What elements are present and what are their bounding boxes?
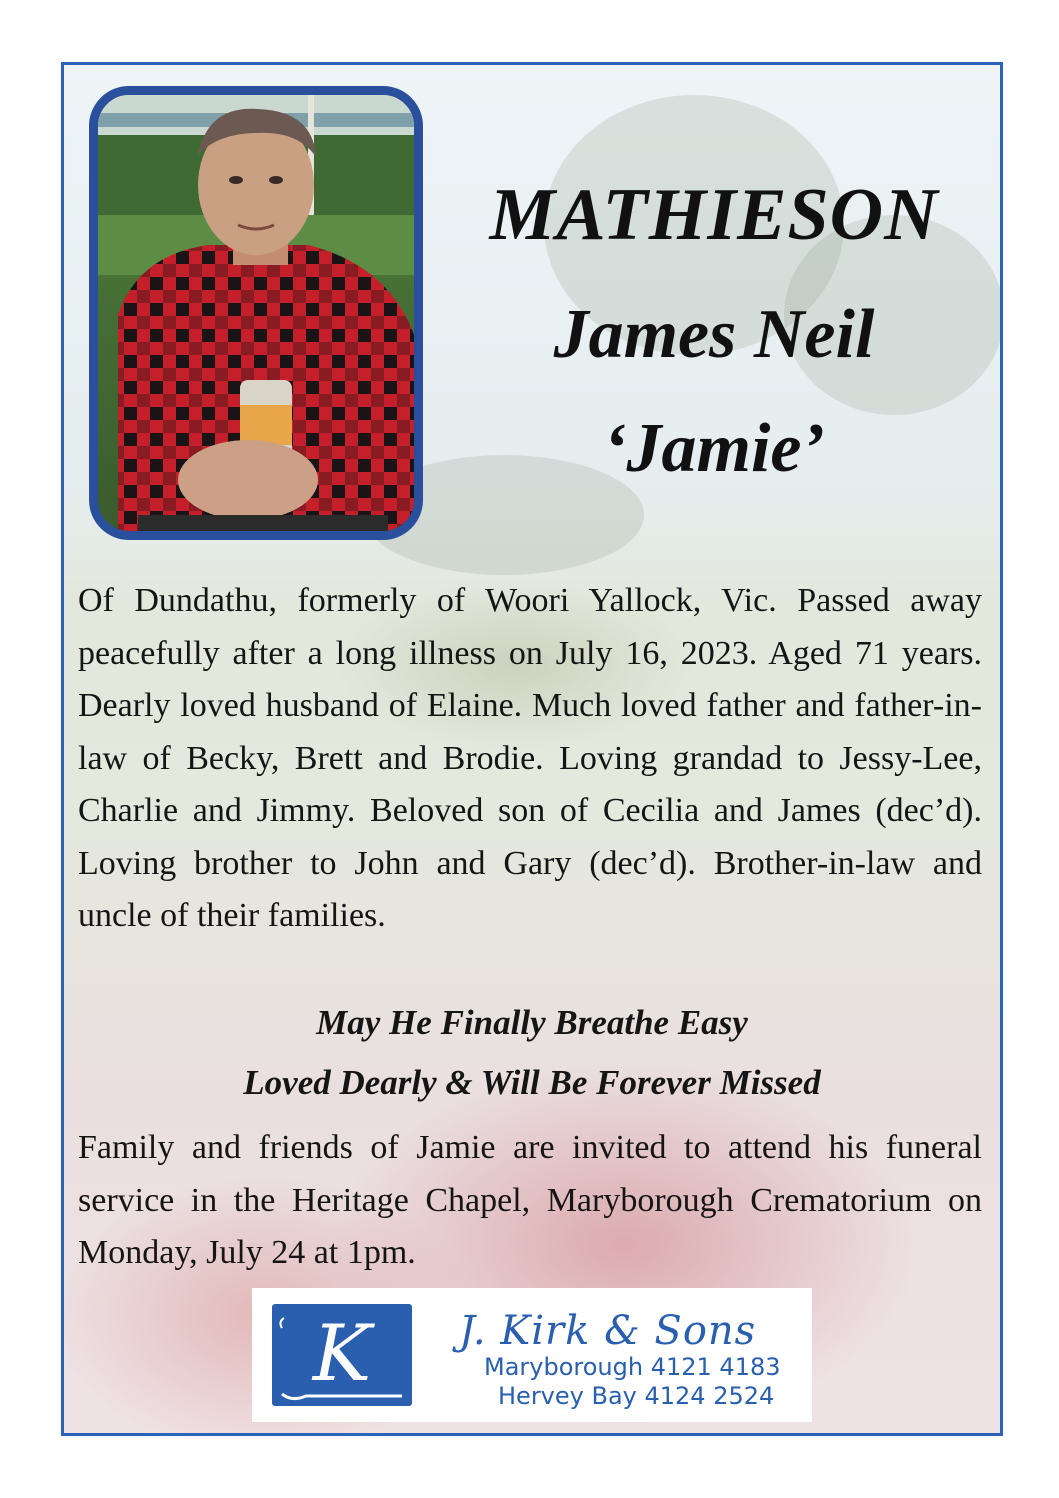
funeral-director-logo bbox=[252, 1288, 812, 1422]
verse-line-1: May He Finally Breathe Easy bbox=[316, 1003, 748, 1042]
portrait-illustration bbox=[98, 95, 414, 531]
given-names-heading: James Neil bbox=[553, 296, 875, 373]
obituary-text: Of Dundathu, formerly of Woori Yallock, Vic. Passed away peacefully after a long illness on July 16, 2023. Aged 71 years. Dearly loved husband of Elaine. Much loved father and father-in-law of Becky, Brett and Brodie. Loving grandad to Jessy-Lee, Charlie and Jimmy. Beloved son of Cecilia and James (dec’d). Loving brother to John and Gary (dec’d). Brother-in-law and uncle of their families. bbox=[78, 582, 982, 934]
kirk-monogram-icon bbox=[272, 1304, 412, 1406]
monogram-letter: K bbox=[312, 1309, 372, 1399]
service-details-text: Family and friends of Jamie are invited to attend his funeral service in the Heritage Chapel, Maryborough Crematorium on Monday, July 24 at 1pm. bbox=[78, 1129, 982, 1271]
hervey-bay-phone: Hervey Bay 4124 2524 bbox=[498, 1382, 775, 1410]
surname-heading: MATHIESON bbox=[489, 174, 939, 256]
portrait-photo bbox=[89, 86, 423, 540]
verse-line-2: Loved Dearly & Will Be Forever Missed bbox=[243, 1063, 821, 1102]
funeral-director-name: J. Kirk & Sons bbox=[459, 1308, 757, 1354]
monogram-scroll-icon bbox=[272, 1304, 412, 1406]
maryborough-phone: Maryborough 4121 4183 bbox=[484, 1353, 781, 1381]
nickname-heading: ‘Jamie’ bbox=[603, 410, 825, 487]
funeral-notice bbox=[61, 62, 1003, 1436]
